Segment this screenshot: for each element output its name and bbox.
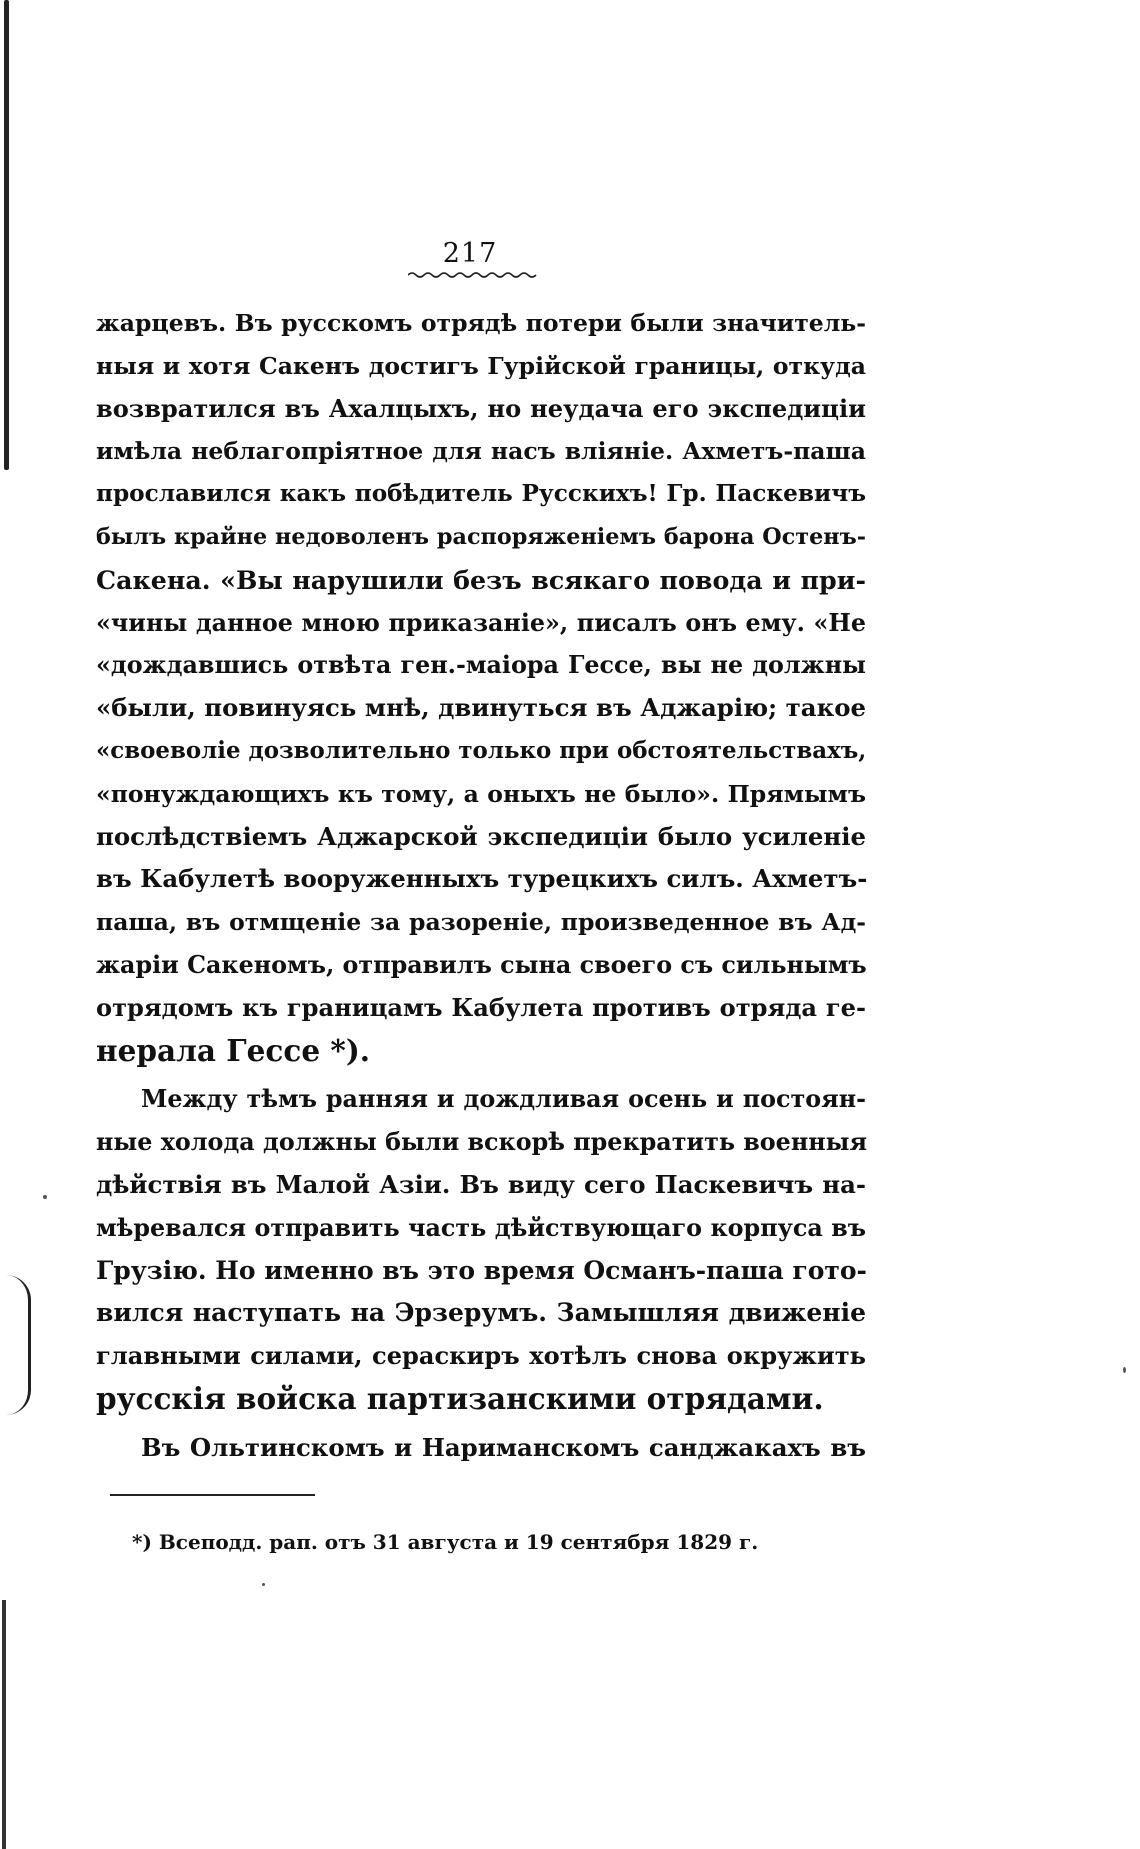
text-line: жарцевъ. Въ русскомъ отрядѣ потери были значитель- bbox=[96, 309, 866, 337]
text-line: дѣйствія въ Малой Азіи. Въ виду сего Паскевичъ на- bbox=[96, 1169, 866, 1199]
page-number: 217 bbox=[442, 238, 498, 269]
text-line: главными силами, сераскиръ хотѣлъ снова окружить bbox=[96, 1341, 866, 1371]
text-line-paragraph-start: Въ Ольтинскомъ и Нариманскомъ санджакахъ въ bbox=[141, 1432, 866, 1462]
scan-speck bbox=[43, 1195, 47, 1199]
text-line: былъ крайне недоволенъ распоряженіемъ барона Остенъ- bbox=[96, 523, 866, 550]
text-line: ныя и хотя Сакенъ достигъ Гурійской границы, откуда bbox=[96, 351, 866, 380]
text-line: жаріи Сакеномъ, отправилъ сына своего съ сильнымъ bbox=[96, 950, 867, 979]
text-line: «понуждающихъ къ тому, а оныхъ не было». Прямымъ bbox=[96, 779, 866, 808]
scan-edge-artifact bbox=[4, 0, 9, 470]
main-text bbox=[96, 302, 866, 1470]
scan-edge-artifact-bottom bbox=[2, 1600, 6, 1849]
text-line-paragraph-end: нерала Гессе *). bbox=[96, 1032, 371, 1068]
text-line: Грузію. Но именно въ это время Османъ-паша гото- bbox=[96, 1255, 867, 1285]
text-line: «чины данное мною приказаніе», писалъ онъ ему. «Не bbox=[96, 608, 866, 637]
margin-bracket-mark bbox=[6, 1275, 31, 1415]
text-line: возвратился въ Ахалцыхъ, но неудача его экспедиціи bbox=[96, 393, 866, 423]
footnote: *) Всеподд. рап. отъ 31 августа и 19 сентября 1829 г. bbox=[132, 1530, 759, 1554]
scan-speck bbox=[262, 1583, 265, 1586]
text-line: вился наступать на Эрзерумъ. Замышляя движеніе bbox=[96, 1298, 866, 1328]
text-line: прославился какъ побѣдитель Русскихъ! Гр. Паскевичъ bbox=[96, 480, 866, 508]
text-line: Сакена. «Вы нарушили безъ всякаго повода и при- bbox=[96, 564, 866, 595]
text-line: паша, въ отмщеніе за разореніе, произведенное въ Ад- bbox=[96, 908, 866, 937]
text-line: «своеволіе дозволительно только при обстоятельствахъ, bbox=[96, 736, 867, 764]
text-line: имѣла неблагопріятное для насъ вліяніе. Ахметъ-паша bbox=[96, 437, 866, 466]
text-line: въ Кабулетѣ вооруженныхъ турецкихъ силъ. Ахметъ- bbox=[96, 864, 868, 894]
text-line: ные холода должны были вскорѣ прекратить военныя bbox=[96, 1128, 868, 1157]
scan-speck bbox=[1123, 1367, 1126, 1373]
text-line: послѣдствіемъ Аджарской экспедиціи было усиленіе bbox=[96, 821, 866, 851]
text-line: «были, повинуясь мнѣ, двинуться въ Аджарію; такое bbox=[96, 693, 866, 723]
page-number-ornament bbox=[408, 270, 538, 280]
text-line-paragraph-start: Между тѣмъ ранняя и дождливая осень и постоян- bbox=[141, 1085, 866, 1114]
text-line: мѣревался отправить часть дѣйствующаго корпуса въ bbox=[96, 1213, 866, 1242]
text-line-paragraph-end: русскія войска партизанскими отрядами. bbox=[96, 1380, 824, 1416]
text-line: «дождавшись отвѣта ген.-маіора Гессе, вы не должны bbox=[96, 651, 866, 680]
text-line: отрядомъ къ границамъ Кабулета противъ отряда ге- bbox=[96, 992, 866, 1022]
footnote-divider bbox=[110, 1494, 315, 1496]
